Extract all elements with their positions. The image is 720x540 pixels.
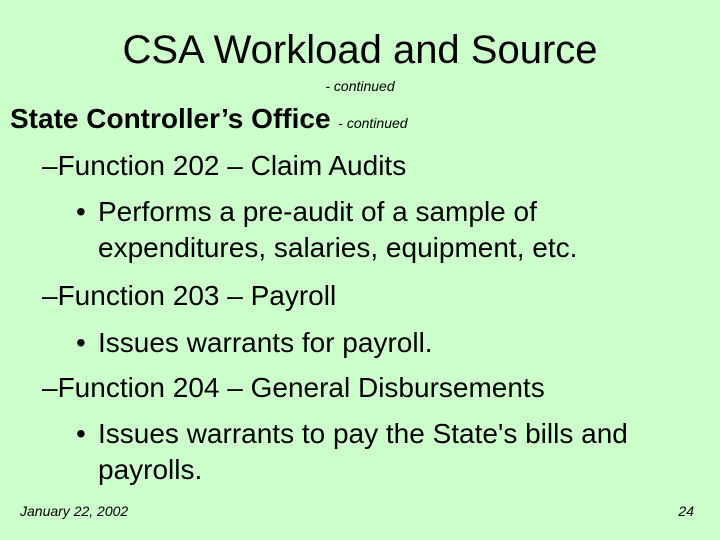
- bullet-glyph: •: [76, 196, 86, 227]
- section-heading: [10, 101, 408, 141]
- function-203-bullet: [76, 325, 716, 361]
- function-204-bullet-line2: payrolls.: [98, 454, 203, 485]
- slide-subtitle: - continued: [325, 78, 395, 94]
- bullet-glyph: •: [76, 327, 86, 358]
- footer-page-number: 24: [678, 503, 694, 519]
- bullet-glyph: •: [76, 418, 86, 449]
- footer-date: January 22, 2002: [20, 503, 129, 519]
- section-heading-note: - continued: [338, 115, 408, 131]
- function-202-bullet: [76, 194, 716, 266]
- function-202-bullet-line1: Performs a pre-audit of a sample of: [98, 196, 537, 227]
- function-202-bullet-line2: expenditures, salaries, equipment, etc.: [98, 232, 578, 263]
- function-203-label: –Function 203 – Payroll: [42, 280, 337, 311]
- function-204-bullet-line1: Issues warrants to pay the State's bills and: [98, 418, 628, 449]
- function-204-bullet: [76, 416, 716, 488]
- function-203-bullet-line1: Issues warrants for payroll.: [98, 327, 433, 358]
- slide-title: CSA Workload and Source: [122, 28, 598, 72]
- function-202-label: –Function 202 – Claim Audits: [42, 150, 407, 181]
- section-heading-text: State Controller’s Office: [10, 103, 331, 134]
- function-204-label: –Function 204 – General Disbursements: [42, 372, 545, 403]
